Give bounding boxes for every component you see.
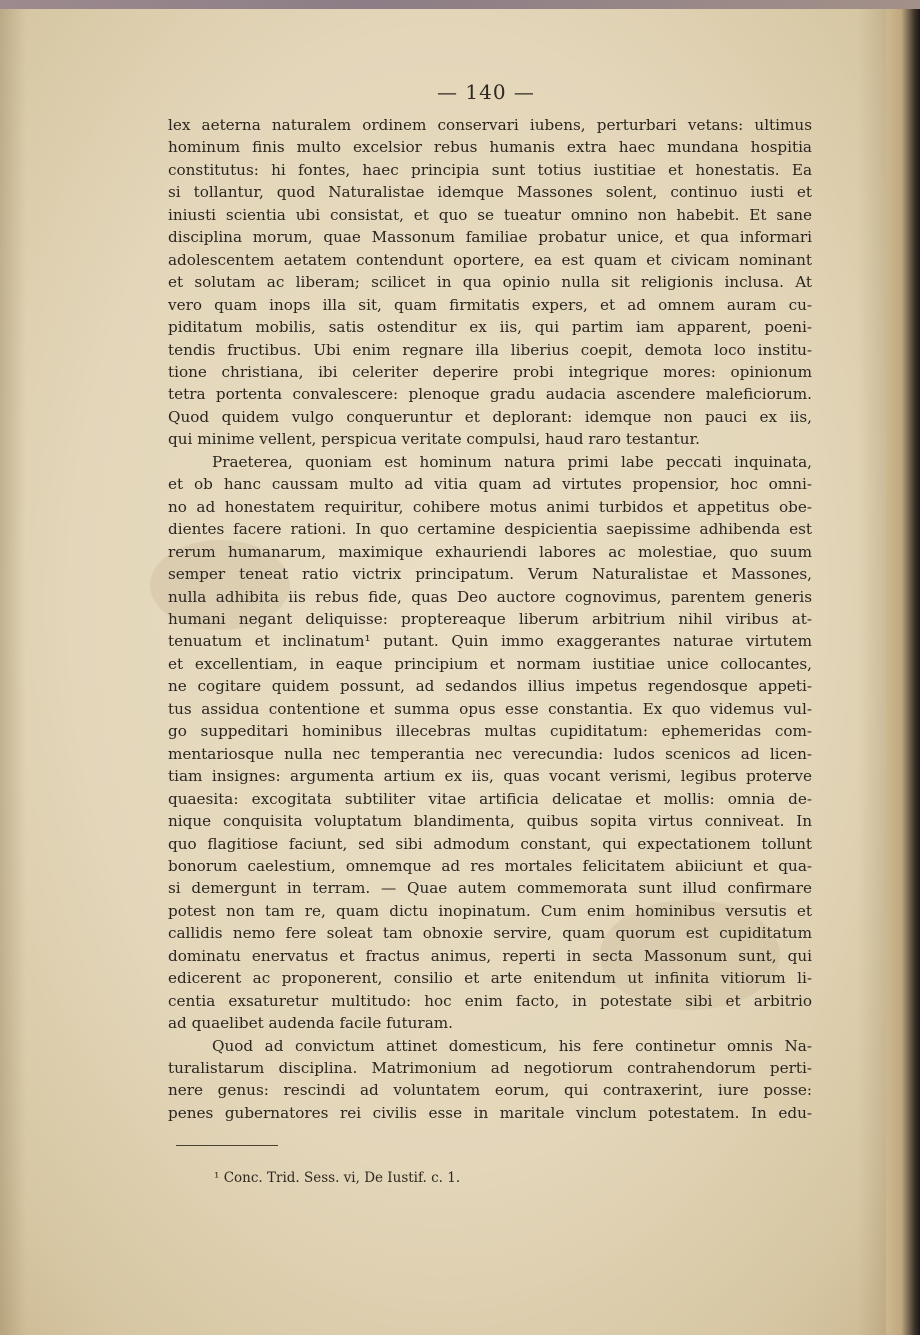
text-line: go suppeditari hominibus illecebras multas cupiditatum: ephemeridas com- [168, 722, 812, 741]
text-line: quaesita: excogitata subtiliter vitae artificia delicatae et mollis: omnia de- [168, 789, 812, 808]
page-left-shadow [0, 0, 26, 1335]
text-line: iniusti scientia ubi consistat, et quo se tueatur omnino non habebit. Et sane [168, 205, 812, 224]
text-line: et ob hanc caussam multo ad vitia quam ad virtutes propensior, hoc omni- [168, 475, 812, 494]
text-line: nere genus: rescindi ad voluntatem eorum, qui contraxerint, iure posse: [168, 1081, 812, 1100]
body-text [168, 114, 812, 1124]
text-line: turalistarum disciplina. Matrimonium ad negotiorum contrahendorum perti- [168, 1059, 812, 1078]
text-line: adolescentem aetatem contendunt oportere, ea est quam et civicam nominant [168, 250, 812, 269]
text-line: callidis nemo fere soleat tam obnoxie servire, quam quorum est cupiditatum [168, 924, 812, 943]
text-line: ad quaelibet audenda facile futuram. [168, 1014, 453, 1033]
text-line: qui minime vellent, perspicua veritate compulsi, haud raro testantur. [168, 430, 700, 449]
text-line: no ad honestatem requiritur, cohibere motus animi turbidos et appetitus obe- [168, 497, 812, 516]
text-line: nulla adhibita iis rebus fide, quas Deo auctore cognovimus, parentem generis [168, 587, 812, 606]
text-line: si tollantur, quod Naturalistae idemque Massones solent, continuo iusti et [168, 183, 812, 202]
paragraph-1 [168, 114, 812, 451]
text-line: tione christiana, ibi celeriter deperire probi integrique mores: opinionum [168, 362, 812, 381]
text-line: humani negant deliquisse: proptereaque liberum arbitrium nihil viribus at- [168, 609, 812, 628]
page-top-edge [0, 0, 920, 9]
text-line: tetra portenta convalescere: plenoque gradu audacia ascendere maleficiorum. [168, 385, 812, 404]
text-line: potest non tam re, quam dictu inopinatum. Cum enim hominibus versutis et [168, 901, 812, 920]
text-line: tiam insignes: argumenta artium ex iis, quas vocant verismi, legibus proterve [168, 767, 812, 786]
paragraph-2 [168, 451, 812, 1035]
text-line: Quod quidem vulgo conqueruntur et deplorant: idemque non pauci ex iis, [168, 407, 812, 426]
text-line: mentariosque nulla nec temperantia nec verecundia: ludos scenicos ad licen- [168, 744, 812, 763]
text-line: piditatum mobilis, satis ostenditur ex iis, qui partim iam apparent, poeni- [168, 318, 812, 337]
text-line: penes gubernatores rei civilis esse in maritale vinclum potestatem. In edu- [168, 1103, 812, 1122]
text-line: quo flagitiose faciunt, sed sibi admodum constant, qui expectationem tollunt [168, 834, 812, 853]
footnote: ¹ Conc. Trid. Sess. vi, De Iustif. c. 1. [214, 1170, 461, 1186]
text-line: lex aeterna naturalem ordinem conservari iubens, perturbari vetans: ultimus [168, 116, 812, 134]
text-line: constitutus: hi fontes, haec principia sunt totius iustitiae et honestatis. Ea [168, 160, 812, 179]
text-line: ne cogitare quidem possunt, ad sedandos illius impetus regendosque appeti- [168, 677, 812, 696]
text-line: dominatu enervatus et fractus animus, reperti in secta Massonum sunt, qui [168, 946, 812, 965]
text-line: Praeterea, quoniam est hominum natura primi labe peccati inquinata, [212, 452, 812, 471]
footnote-rule [176, 1145, 278, 1146]
text-line: dientes facere rationi. In quo certamine despicientia saepissime adhibenda est [168, 520, 812, 539]
book-spine-edge [886, 0, 920, 1335]
text-line: et solutam ac liberam; scilicet in qua opinio nulla sit religionis inclusa. At [168, 273, 812, 292]
text-line: tenuatum et inclinatum¹ putant. Quin immo exaggerantes naturae virtutem [168, 632, 812, 651]
paragraph-3 [168, 1035, 812, 1125]
text-line: centia exsaturetur multitudo: hoc enim facto, in potestate sibi et arbitrio [168, 991, 812, 1010]
text-line: hominum finis multo excelsior rebus humanis extra haec mundana hospitia [168, 138, 812, 157]
text-line: vero quam inops illa sit, quam firmitatis expers, et ad omnem auram cu- [168, 295, 812, 314]
text-line: nique conquisita voluptatum blandimenta, quibus sopita virtus conniveat. In [168, 812, 812, 831]
text-line: tus assidua contentione et summa opus esse constantia. Ex quo videmus vul- [168, 699, 812, 718]
text-line: bonorum caelestium, omnemque ad res mortales felicitatem abiiciunt et qua- [168, 856, 812, 875]
text-line: disciplina morum, quae Massonum familiae probatur unice, et qua informari [168, 228, 812, 247]
text-line: si demergunt in terram. — Quae autem commemorata sunt illud confirmare [168, 879, 812, 898]
text-line: edicerent ac proponerent, consilio et arte enitendum ut infinita vitiorum li- [168, 969, 812, 988]
page-number: — 140 — [437, 80, 535, 104]
text-line: semper teneat ratio victrix principatum. Verum Naturalistae et Massones, [168, 565, 812, 584]
text-line: tendis fructibus. Ubi enim regnare illa liberius coepit, demota loco institu- [168, 340, 812, 359]
text-line: rerum humanarum, maximique exhauriendi labores ac molestiae, quo suum [168, 542, 812, 561]
text-line: Quod ad convictum attinet domesticum, his fere continetur omnis Na- [212, 1036, 812, 1055]
text-line: et excellentiam, in eaque principium et normam iustitiae unice collocantes, [168, 654, 812, 673]
